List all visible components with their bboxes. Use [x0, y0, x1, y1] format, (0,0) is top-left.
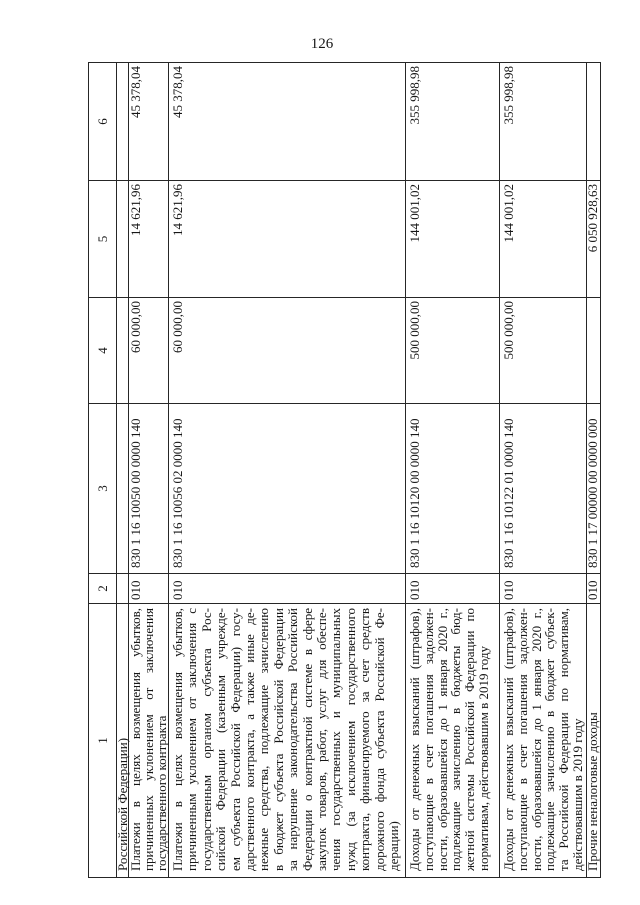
revenue-name-cell: [169, 603, 406, 877]
table-header-col-4: 4: [89, 297, 117, 403]
text-line: Российской Федерации): [115, 737, 130, 871]
text-line: государственного контракта: [154, 715, 169, 871]
rotated-table-wrapper: [88, 62, 601, 878]
table-header-col-2: 2: [89, 573, 117, 603]
page-number: 126: [310, 36, 334, 52]
revenue-name-cell: [500, 603, 587, 877]
text-line: поступающие в счет погашения задолжен-: [420, 608, 436, 871]
amount-cell-col-6: [587, 62, 601, 180]
budget-code-cell: 830 1 16 10120 00 0000 140: [406, 403, 500, 573]
text-line: причиненным уклонением от заключения с: [184, 608, 200, 871]
table-header-col-5: 5: [89, 180, 117, 297]
text-line: Федерации о контрактной системе в сфере: [299, 608, 315, 871]
text-line: за нарушение законодательства Российской: [285, 608, 301, 871]
amount-cell-col-5: 6 050 928,63: [587, 180, 601, 297]
amount-cell-col-4: 500 000,00: [406, 297, 500, 403]
budget-code-cell: 830 1 17 00000 00 0000 000: [587, 403, 601, 573]
text-line: контракта, финансируемого за счет средств: [357, 608, 373, 871]
text-line: Доходы от денежных взысканий (штрафов),: [407, 608, 422, 871]
amount-cell-col-6: 355 998,98: [406, 62, 500, 180]
text-line: причиненных уклонением от заключения: [141, 608, 156, 871]
line-code-cell: 010: [129, 573, 169, 603]
text-line: Платежи в целях возмещения убытков,: [128, 608, 143, 871]
amount-cell-col-5: 14 621,96: [129, 180, 169, 297]
text-line: нежные средства, подлежащие зачислению: [256, 608, 272, 871]
text-line: ности, образовавшейся до 1 января 2020 г.,: [434, 608, 450, 871]
text-line: подлежащие зачислению в бюджет субъек-: [542, 608, 558, 871]
revenue-name-cell: [406, 603, 500, 877]
table-header-col-6: 6: [89, 62, 117, 180]
text-line: в бюджет субъекта Российской Федерации: [270, 608, 286, 871]
text-line: нужд (за исключением государственного: [342, 608, 358, 871]
text-line: жетной системы Российской Федерации по: [462, 608, 478, 871]
line-code-cell: 010: [587, 573, 601, 603]
text-line: поступающие в счет погашения задолжен-: [514, 608, 530, 871]
revenue-name-cell: [587, 603, 601, 877]
amount-cell-col-4: 60 000,00: [169, 297, 406, 403]
line-code-cell: 010: [169, 573, 406, 603]
amount-cell-col-5: 144 001,02: [406, 180, 500, 297]
amount-cell-col-5: 14 621,96: [169, 180, 406, 297]
text-line: государственным органом субъекта Рос-: [198, 608, 214, 871]
text-line: подлежащие зачислению в бюджеты бюд-: [448, 608, 464, 871]
text-line: та Российской Федерации по нормативам,: [556, 608, 572, 871]
text-line: сийской Федерации (казенным учрежде-: [213, 608, 229, 871]
text-line: дерации): [386, 821, 402, 871]
amount-cell-col-5: 144 001,02: [500, 180, 587, 297]
text-line: чения государственных и муниципальных: [328, 608, 344, 871]
text-line: действовавшим в 2019 году: [569, 718, 585, 871]
table-header-col-3: 3: [89, 403, 117, 573]
line-code-cell: 010: [500, 573, 587, 603]
budget-code-cell: 830 1 16 10050 00 0000 140: [129, 403, 169, 573]
text-line: дарственного контракта, а также иные де-: [242, 608, 258, 871]
text-line: Прочие неналоговые доходы: [585, 712, 600, 871]
amount-cell-col-4: [587, 297, 601, 403]
text-line: нормативам, действовавшим в 2019 году: [475, 646, 491, 871]
text-line: ности, образовавшейся до 1 января 2020 г.,: [528, 608, 544, 871]
text-line: Доходы от денежных взысканий (штрафов),: [501, 608, 516, 871]
revenue-name-cell: [129, 603, 169, 877]
line-code-cell: 010: [406, 573, 500, 603]
amount-cell-col-6: 45 378,04: [129, 62, 169, 180]
text-line: дорожного фонда субъекта Российской Фе-: [371, 608, 387, 871]
text-line: Платежи в целях возмещения убытков,: [170, 608, 185, 871]
text-line: закупок товаров, работ, услуг для обеспе-: [314, 608, 330, 871]
amount-cell-col-6: 45 378,04: [169, 62, 406, 180]
amount-cell-col-4: 500 000,00: [500, 297, 587, 403]
revenue-table: [88, 62, 601, 878]
budget-code-cell: 830 1 16 10056 02 0000 140: [169, 403, 406, 573]
amount-cell-col-6: 355 998,98: [500, 62, 587, 180]
table-header-col-1: 1: [89, 603, 117, 877]
amount-cell-col-4: 60 000,00: [129, 297, 169, 403]
budget-code-cell: 830 1 16 10122 01 0000 140: [500, 403, 587, 573]
text-line: ем субъекта Российской Федерации) госу-: [227, 608, 243, 871]
